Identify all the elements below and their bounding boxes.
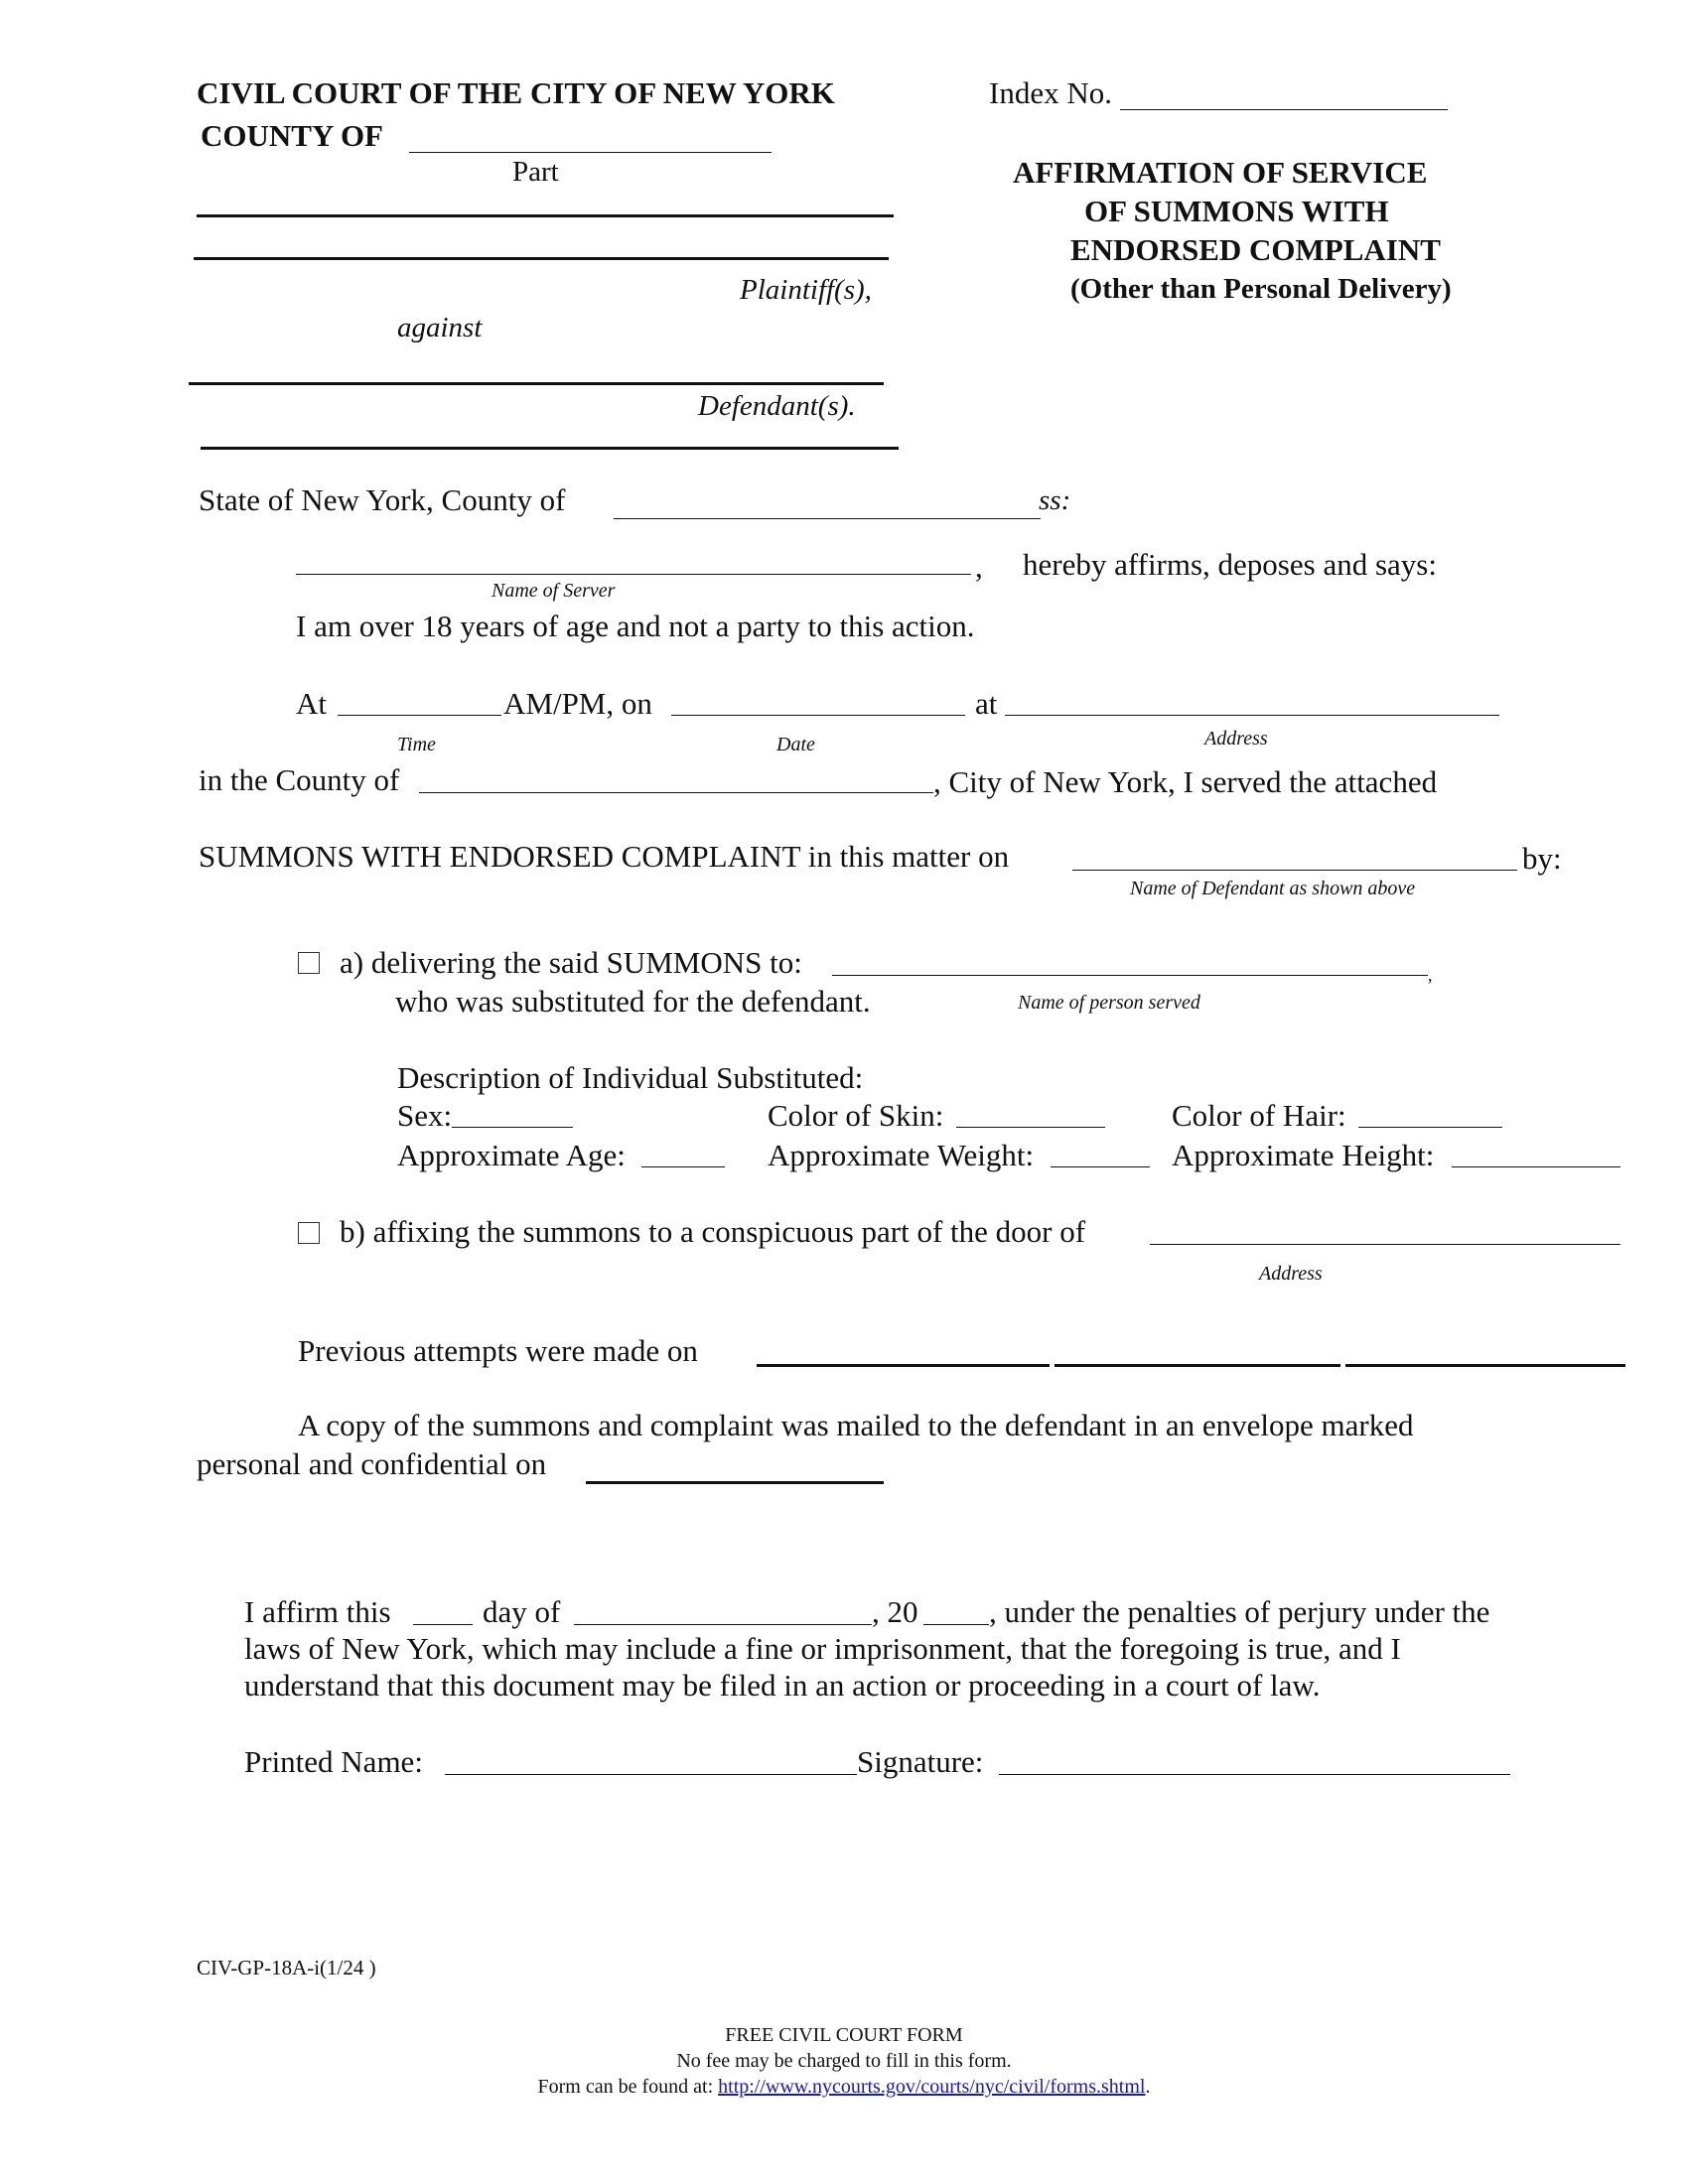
index-label: Index No. — [989, 75, 1112, 110]
weight-label: Approximate Weight: — [768, 1138, 1035, 1172]
option-a-checkbox[interactable] — [298, 952, 320, 974]
ampm-label: AM/PM, on — [503, 686, 652, 721]
signature-label: Signature: — [857, 1744, 984, 1779]
printed-name-label: Printed Name: — [244, 1744, 423, 1779]
address-field[interactable] — [1005, 715, 1499, 716]
footer-period: . — [1145, 2076, 1151, 2098]
mailing-line-2: personal and confidential on — [197, 1446, 547, 1481]
server-name-field[interactable] — [296, 574, 971, 575]
at2-label: at — [975, 686, 998, 721]
server-comma: , — [975, 549, 983, 584]
plaintiff-name-field[interactable] — [194, 257, 889, 260]
forms-link[interactable]: http://www.nycourts.gov/courts/nyc/civil/forms.shtml — [718, 2076, 1146, 2098]
person-served-caption: Name of person served — [1018, 992, 1200, 1014]
description-heading: Description of Individual Substituted: — [397, 1060, 864, 1095]
server-name-caption: Name of Server — [492, 580, 616, 602]
option-b-checkbox[interactable] — [298, 1222, 320, 1244]
mailing-line-1: A copy of the summons and complaint was mailed to the defendant in an envelope marked — [298, 1408, 1414, 1442]
hair-field[interactable] — [1358, 1127, 1502, 1128]
door-address-field[interactable] — [1150, 1244, 1620, 1245]
substituted-text: who was substituted for the defendant. — [395, 984, 871, 1019]
person-served-field[interactable] — [832, 975, 1428, 976]
city-text: , City of New York, I served the attached — [933, 764, 1438, 799]
age-label: Approximate Age: — [397, 1138, 626, 1172]
no-fee-notice: No fee may be charged to fill in this form. — [676, 2050, 1012, 2072]
defendant-caption: Name of Defendant as shown above — [1130, 878, 1416, 899]
year-prefix: , 20 — [872, 1594, 918, 1629]
state-county-label: State of New York, County of — [199, 482, 566, 517]
defendant-label: Defendant(s). — [698, 390, 856, 422]
affirm-line-2: laws of New York, which may include a fine or imprisonment, that the foregoing is true, and I — [244, 1631, 1401, 1666]
county-of-label: in the County of — [199, 762, 400, 797]
time-field[interactable] — [338, 715, 501, 716]
skin-field[interactable] — [956, 1127, 1105, 1128]
option-b-label: b) affixing the summons to a conspicuous part of the door of — [340, 1214, 1086, 1249]
defendant-name-field[interactable] — [189, 382, 884, 385]
defendant-served-field[interactable] — [1072, 870, 1517, 871]
address-caption: Address — [1204, 728, 1268, 750]
affirm-day-field[interactable] — [413, 1624, 473, 1625]
door-address-caption: Address — [1259, 1263, 1323, 1285]
option-a-comma: , — [1428, 965, 1433, 985]
county-field[interactable] — [409, 152, 772, 153]
affirm-month-field[interactable] — [574, 1624, 872, 1625]
venue-county-field[interactable] — [614, 518, 1041, 519]
age-field[interactable] — [641, 1166, 725, 1167]
attempt-1-field[interactable] — [757, 1364, 1050, 1367]
affirm-label: I affirm this — [244, 1594, 391, 1629]
affirms-text: hereby affirms, deposes and says: — [1023, 547, 1437, 582]
against-label: against — [397, 312, 483, 343]
county-label: COUNTY OF — [201, 118, 383, 153]
part-line[interactable] — [197, 214, 894, 217]
form-location — [0, 2077, 1688, 2097]
ss-label: ss: — [1039, 484, 1071, 516]
service-county-field[interactable] — [419, 792, 933, 793]
index-number-field[interactable] — [1120, 109, 1448, 110]
hair-label: Color of Hair: — [1172, 1098, 1346, 1133]
time-caption: Time — [397, 734, 436, 755]
form-code: CIV-GP-18A-i(1/24 ) — [197, 1956, 376, 1979]
mailing-date-field[interactable] — [586, 1481, 884, 1484]
affirm-line-3: understand that this document may be filed in an action or proceeding in a court of law. — [244, 1668, 1321, 1703]
by-label: by: — [1522, 841, 1562, 876]
date-field[interactable] — [671, 715, 965, 716]
skin-label: Color of Skin: — [768, 1098, 944, 1133]
attempt-2-field[interactable] — [1055, 1364, 1340, 1367]
sex-field[interactable] — [452, 1127, 573, 1128]
option-a-label: a) delivering the said SUMMONS to: — [340, 945, 802, 980]
title-line-2: OF SUMMONS WITH — [1084, 194, 1389, 228]
part-label: Part — [512, 156, 559, 188]
day-of-label: day of — [483, 1594, 561, 1629]
title-line-4: (Other than Personal Delivery) — [1070, 273, 1452, 305]
date-caption: Date — [776, 734, 815, 755]
summons-text: SUMMONS WITH ENDORSED COMPLAINT in this matter on — [199, 839, 1010, 874]
signature-field[interactable] — [999, 1774, 1510, 1775]
found-at-label: Form can be found at: — [537, 2076, 714, 2098]
at-label: At — [296, 686, 327, 721]
court-name: CIVIL COURT OF THE CITY OF NEW YORK — [197, 75, 835, 110]
plaintiff-label: Plaintiff(s), — [740, 274, 872, 306]
caption-bottom-line — [201, 447, 899, 450]
affirm-year-field[interactable] — [923, 1624, 989, 1625]
height-field[interactable] — [1452, 1166, 1620, 1167]
title-line-3: ENDORSED COMPLAINT — [1070, 232, 1441, 267]
penalties-text: , under the penalties of perjury under the — [989, 1594, 1490, 1629]
age-statement: I am over 18 years of age and not a party to this action. — [296, 609, 975, 643]
printed-name-field[interactable] — [445, 1774, 857, 1775]
free-form-notice: FREE CIVIL COURT FORM — [725, 2024, 963, 2046]
sex-label: Sex: — [397, 1098, 453, 1133]
attempts-label: Previous attempts were made on — [298, 1333, 698, 1368]
height-label: Approximate Height: — [1172, 1138, 1435, 1172]
attempt-3-field[interactable] — [1345, 1364, 1625, 1367]
weight-field[interactable] — [1051, 1166, 1150, 1167]
title-line-1: AFFIRMATION OF SERVICE — [1013, 155, 1428, 190]
